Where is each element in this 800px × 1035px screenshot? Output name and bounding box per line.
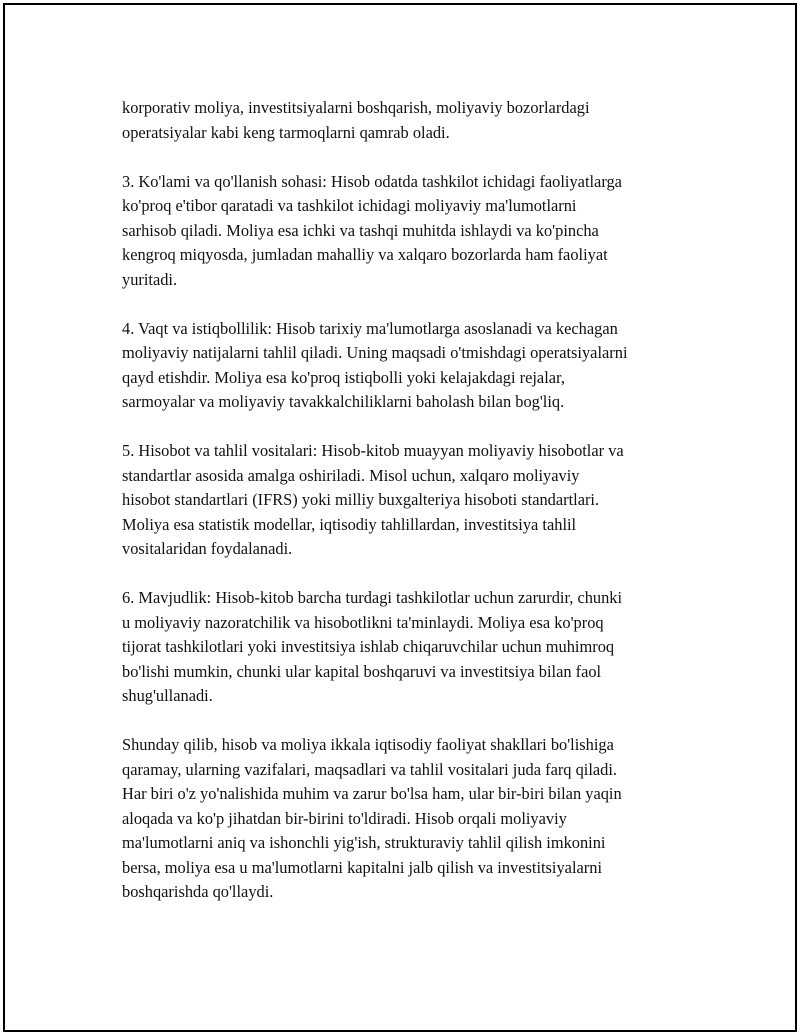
paragraph-intro-continuation bbox=[122, 96, 707, 145]
text-line: 6. Mavjudlik: Hisob-kitob barcha turdagi tashkilotlar uchun zarurdir, chunki bbox=[122, 588, 623, 607]
text-line: 4. Vaqt va istiqbollilik: Hisob tarixiy ma'lumotlarga asoslanadi va kechagan bbox=[122, 318, 618, 338]
text-line: moliyaviy natijalarni tahlil qiladi. Uning maqsadi o'tmishdagi operatsiyalarni bbox=[122, 343, 628, 362]
text-line: operatsiyalar kabi keng tarmoqlarni qamrab oladi. bbox=[122, 122, 450, 142]
paragraph-point-3 bbox=[122, 170, 707, 293]
text-line: bersa, moliya esa u ma'lumotlarni kapitalni jalb qilish va investitsiyalarni bbox=[122, 857, 602, 877]
text-line: tijorat tashkilotlari yoki investitsiya ishlab chiqaruvchilar uchun muhimroq bbox=[122, 637, 615, 656]
text-line: kengroq miqyosda, jumladan mahalliy va xalqaro bozorlarda ham faoliyat bbox=[122, 245, 608, 264]
text-line: bo'lishi mumkin, chunki ular kapital boshqaruvi va investitsiya bilan faol bbox=[122, 661, 602, 681]
text-line: korporativ moliya, investitsiyalarni boshqarish, moliyaviy bozorlardagi bbox=[122, 98, 590, 117]
text-line: qaramay, ularning vazifalari, maqsadlari va tahlil vositalari juda farq qiladi. bbox=[122, 759, 618, 779]
text-line: qayd etishdir. Moliya esa ko'proq istiqbolli yoki kelajakdagi rejalar, bbox=[122, 367, 565, 387]
page-border bbox=[3, 3, 797, 1032]
text-line: boshqarishda qo'llaydi. bbox=[122, 882, 274, 901]
paragraph-conclusion bbox=[122, 733, 707, 905]
text-line: sarmoyalar va moliyaviy tavakkalchiliklarni baholash bilan bog'liq. bbox=[122, 392, 565, 411]
text-line: Shunday qilib, hisob va moliya ikkala iqtisodiy faoliyat shakllari bo'lishiga bbox=[122, 735, 614, 754]
document-body bbox=[122, 96, 707, 929]
text-line: yuritadi. bbox=[122, 269, 178, 289]
text-line: hisobot standartlari (IFRS) yoki milliy buxgalteriya hisoboti standartlari. bbox=[122, 490, 600, 509]
text-line: Har biri o'z yo'nalishida muhim va zarur bo'lsa ham, ular bir-biri bilan yaqin bbox=[122, 784, 622, 803]
text-line: 5. Hisobot va tahlil vositalari: Hisob-kitob muayyan moliyaviy hisobotlar va bbox=[122, 441, 624, 460]
text-line: vositalaridan foydalanadi. bbox=[122, 539, 293, 558]
paragraph-point-4 bbox=[122, 317, 707, 415]
text-line: shug'ullanadi. bbox=[122, 686, 213, 705]
paragraph-point-6 bbox=[122, 586, 707, 709]
text-line: ko'proq e'tibor qaratadi va tashkilot ichidagi moliyaviy ma'lumotlarni bbox=[122, 196, 577, 215]
text-line: u moliyaviy nazoratchilik va hisobotlikni ta'minlaydi. Moliya esa ko'proq bbox=[122, 612, 604, 632]
text-line: Moliya esa statistik modellar, iqtisodiy tahlillardan, investitsiya tahlil bbox=[122, 514, 577, 534]
text-line: 3. Ko'lami va qo'llanish sohasi: Hisob odatda tashkilot ichidagi faoliyatlarga bbox=[122, 171, 622, 191]
text-line: aloqada va ko'p jihatdan bir-birini to'ldiradi. Hisob orqali moliyaviy bbox=[122, 808, 567, 828]
paragraph-point-5 bbox=[122, 439, 707, 562]
text-line: sarhisob qiladi. Moliya esa ichki va tashqi muhitda ishlaydi va ko'pincha bbox=[122, 220, 599, 240]
text-line: standartlar asosida amalga oshiriladi. Misol uchun, xalqaro moliyaviy bbox=[122, 465, 580, 485]
text-line: ma'lumotlarni aniq va ishonchli yig'ish, strukturaviy tahlil qilish imkonini bbox=[122, 833, 606, 852]
